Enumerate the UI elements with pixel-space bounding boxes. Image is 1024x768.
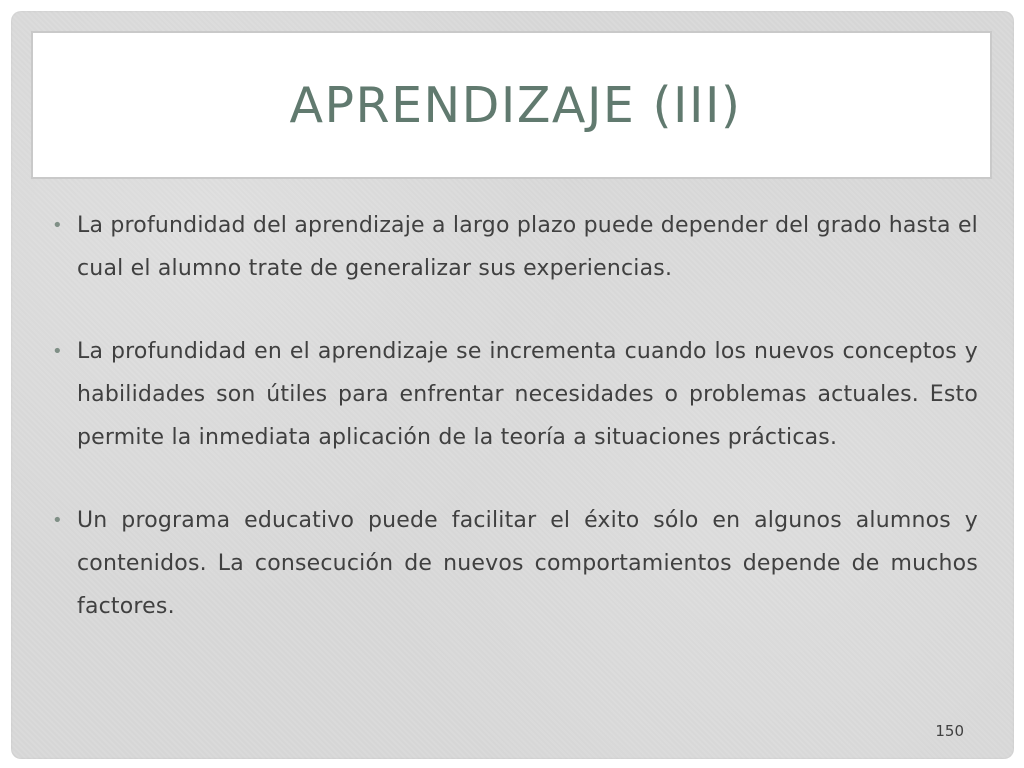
bullet-text: Un programa educativo puede facilitar el éxito sólo en algunos alumnos y contenidos. La consecución de nuevos comportamientos depende de muchos factores. (77, 508, 978, 619)
bullet-text: La profundidad en el aprendizaje se incrementa cuando los nuevos conceptos y habilidades son útiles para enfrentar necesidades o problemas actuales. Esto permite la inmediata aplicación de la teoría a situaciones prácticas. (77, 339, 978, 450)
bullet-text: La profundidad del aprendizaje a largo plazo puede depender del grado hasta el cual el alumno trate de generalizar sus experiencias. (77, 213, 978, 281)
bullet-item (49, 330, 978, 459)
slide-title: APRENDIZAJE (III) (289, 76, 742, 134)
bullet-icon: • (52, 510, 63, 531)
page-number: 150 (935, 722, 964, 740)
bullet-list (49, 204, 978, 668)
bullet-icon: • (52, 215, 63, 236)
bullet-item (49, 204, 978, 290)
bullet-item (49, 499, 978, 628)
bullet-icon: • (52, 341, 63, 362)
title-box (31, 31, 992, 179)
slide (11, 11, 1014, 759)
